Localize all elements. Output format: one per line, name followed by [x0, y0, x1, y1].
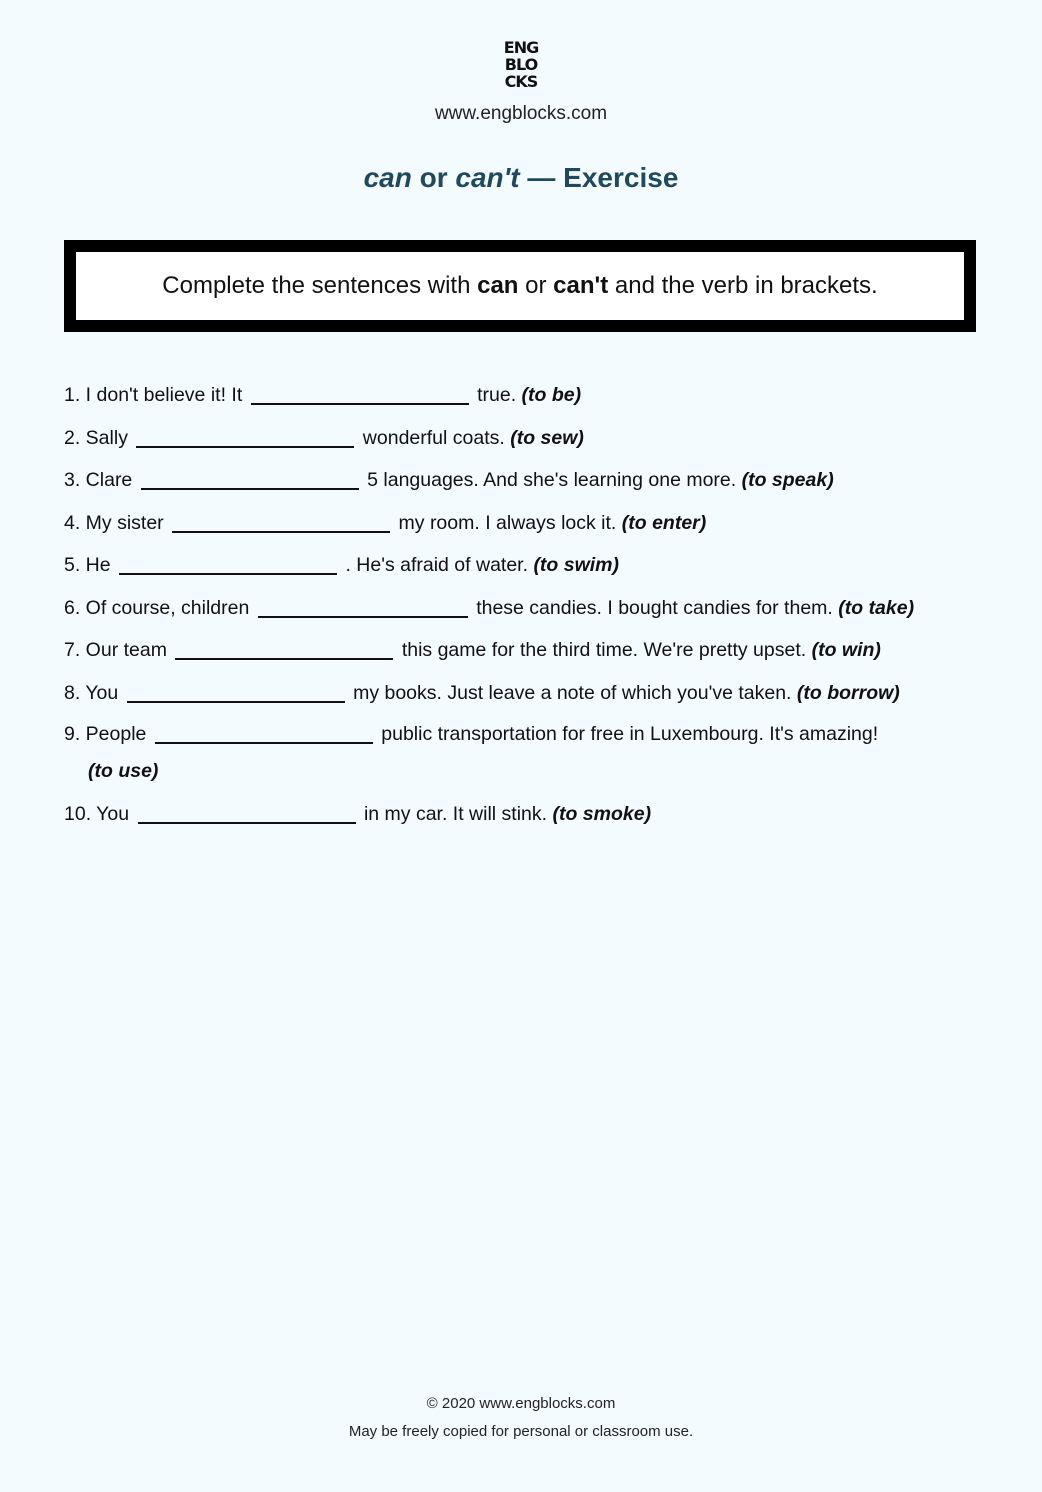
exercise-item	[64, 427, 584, 450]
footer-copyright: © 2020 www.engblocks.com	[426, 1395, 616, 1412]
exercise-item	[64, 554, 619, 577]
exercise-item	[64, 723, 878, 746]
title-can: can	[363, 162, 412, 193]
item-text-after: 5 languages. And she's learning one more.	[367, 469, 737, 491]
item-text-after: my books. Just leave a note of which you've taken.	[353, 682, 792, 704]
exercise-item	[64, 682, 900, 705]
instruction-part1: Complete the sentences with	[162, 272, 471, 299]
answer-blank[interactable]	[258, 616, 468, 618]
page-title	[0, 162, 1042, 194]
item-text-before: 7. Our team	[64, 639, 167, 661]
exercise-item-hint-line	[88, 760, 158, 783]
answer-blank[interactable]	[175, 658, 393, 660]
answer-blank[interactable]	[251, 403, 469, 405]
item-text-after: in my car. It will stink.	[363, 803, 548, 825]
answer-blank[interactable]	[136, 446, 354, 448]
answer-blank[interactable]	[138, 822, 356, 824]
footer-license: May be freely copied for personal or classroom use.	[348, 1423, 694, 1440]
answer-blank[interactable]	[155, 742, 373, 744]
answer-blank[interactable]	[141, 488, 359, 490]
item-text-before: 1. I don't believe it! It	[64, 384, 243, 406]
verb-hint: (to sew)	[510, 427, 584, 449]
site-url[interactable]: www.engblocks.com	[434, 103, 608, 124]
exercise-item	[64, 803, 651, 826]
instruction-part2: and the verb in brackets.	[614, 272, 878, 299]
verb-hint: (to take)	[838, 597, 915, 619]
verb-hint: (to use)	[88, 760, 159, 782]
instruction-cant: can't	[553, 272, 609, 299]
item-text-before: 5. He	[64, 554, 111, 576]
answer-blank[interactable]	[172, 531, 390, 533]
logo-line: CKS	[504, 72, 538, 91]
item-text-before: 6. Of course, children	[64, 597, 250, 619]
item-text-before: 3. Clare	[64, 469, 133, 491]
title-or: or	[419, 162, 448, 193]
item-text-after: this game for the third time. We're pretty upset.	[401, 639, 807, 661]
verb-hint: (to enter)	[621, 512, 707, 534]
answer-blank[interactable]	[119, 573, 337, 575]
instruction-box	[64, 240, 976, 332]
verb-hint: (to be)	[521, 384, 582, 406]
verb-hint: (to speak)	[741, 469, 834, 491]
item-text-after: true.	[477, 384, 517, 406]
logo-line: BLO	[504, 55, 538, 74]
item-text-after: my room. I always lock it.	[398, 512, 617, 534]
item-text-before: 10. You	[64, 803, 130, 825]
item-text-after: these candies. I bought candies for them.	[476, 597, 833, 619]
verb-hint: (to smoke)	[552, 803, 652, 825]
exercise-item	[64, 512, 706, 535]
item-text-after: wonderful coats.	[362, 427, 505, 449]
exercise-item	[64, 597, 914, 620]
answer-blank[interactable]	[127, 701, 345, 703]
exercise-item	[64, 469, 834, 492]
instruction-can: can	[477, 272, 519, 299]
item-text-before: 4. My sister	[64, 512, 164, 534]
verb-hint: (to swim)	[533, 554, 620, 576]
exercise-item	[64, 384, 581, 407]
instruction-or: or	[525, 272, 547, 299]
verb-hint: (to win)	[811, 639, 881, 661]
exercise-item	[64, 639, 881, 662]
engblocks-logo	[0, 40, 1042, 91]
item-text-before: 8. You	[64, 682, 119, 704]
logo-line: ENG	[503, 38, 539, 57]
item-text-after: . He's afraid of water.	[345, 554, 529, 576]
item-text-after: public transportation for free in Luxembourg. It's amazing!	[381, 723, 879, 745]
item-text-before: 2. Sally	[64, 427, 128, 449]
item-text-before: 9. People	[64, 723, 147, 745]
title-rest: — Exercise	[527, 162, 679, 193]
title-cant: can't	[455, 162, 520, 193]
verb-hint: (to borrow)	[796, 682, 900, 704]
